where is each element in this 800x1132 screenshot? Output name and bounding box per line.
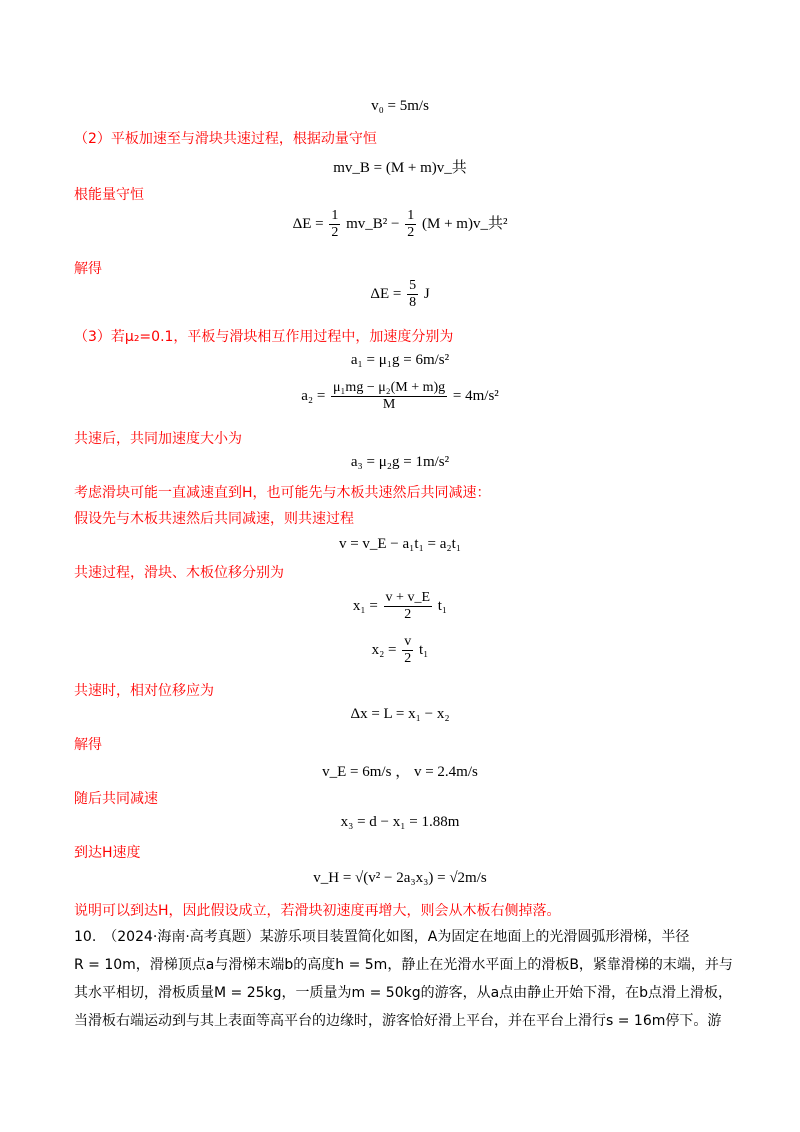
solve2-b: v = 2.4m/s [413, 764, 478, 780]
dE-fraction [407, 278, 418, 311]
equation-v-shared: v = v_E − a₁t₁ = a₂t₁ [338, 536, 462, 552]
displacements-label: 共速过程，滑块、木板位移分别为 [74, 565, 284, 581]
half-den-2: 2 [407, 225, 415, 241]
x1-rhs: t₁ [437, 598, 448, 615]
part3-heading: （3）若μ₂=0.1，平板与滑块相互作用过程中，加速度分别为 [74, 329, 454, 345]
x2-fraction [402, 634, 413, 667]
dE-unit: J [423, 286, 430, 303]
half-fraction-1 [329, 208, 340, 241]
solve2-sep: ， [395, 764, 411, 780]
energy-rhs-a: mv_B² − [346, 216, 400, 233]
energy-rhs-b: (M + m)v_共² [421, 216, 508, 233]
a2-num: μ₁mg − μ₂(M + m)g [331, 380, 447, 397]
equation-solve2 [0, 760, 800, 781]
solve2-a: v_E = 6m/s [322, 764, 392, 780]
solve2-label: 解得 [74, 737, 102, 753]
x2-num: v [402, 634, 413, 651]
half-num-1: 1 [329, 208, 340, 225]
x2-lhs: x₂ = [371, 642, 397, 659]
energy-lhs: ΔE = [292, 216, 324, 233]
equation-a1: a₁ = μ₁g = 6m/s² [350, 352, 450, 368]
dE-den: 8 [409, 295, 417, 311]
then-decel-label: 随后共同减速 [74, 791, 158, 807]
x1-lhs: x₁ = [352, 598, 378, 615]
equation-dx: Δx = L = x₁ − x₂ [350, 706, 450, 722]
after-shared-label: 共速后，共同加速度大小为 [74, 431, 242, 447]
equation-x2 [0, 634, 800, 667]
equation-vH: v_H = √(v² − 2a₃x₃) = √2m/s [313, 870, 487, 886]
equation-x1 [0, 590, 800, 623]
solve1-label: 解得 [74, 261, 102, 277]
problem10-line2: R = 10m，滑梯顶点a与滑梯末端b的高度h = 5m，静止在光滑水平面上的滑板B，紧靠滑梯的末端，并与 [74, 957, 733, 973]
equation-v0: v₀ = 5m/s [371, 98, 429, 114]
x2-rhs: t₁ [419, 642, 429, 659]
relative-label: 共速时，相对位移应为 [74, 683, 214, 699]
equation-a3: a₃ = μ₂g = 1m/s² [350, 454, 450, 470]
a2-fraction [331, 380, 447, 413]
assume-text: 假设先与木板共速然后共同减速，则共速过程 [74, 511, 354, 527]
problem10-line1: 10. （2024·海南·高考真题）某游乐项目装置简化如图，A为固定在地面上的光滑圆弧形滑梯，半径 [74, 929, 690, 945]
half-fraction-2 [405, 208, 416, 241]
x1-num: v + v_E [384, 590, 432, 607]
equation-a2 [0, 380, 800, 413]
dE-num: 5 [407, 278, 418, 295]
problem10-line3: 其水平相切，滑板质量M = 25kg，一质量为m = 50kg的游客，从a点由静止开始下滑，在b点滑上滑板， [74, 985, 733, 1001]
equation-x3: x₃ = d − x₁ = 1.88m [340, 814, 460, 830]
consider-text: 考虑滑块可能一直减速直到H，也可能先与木板共速然后共同减速： [74, 485, 491, 501]
x1-fraction [384, 590, 432, 623]
equation-energy [0, 208, 800, 241]
equation-dE [0, 278, 800, 311]
reach-H-label: 到达H速度 [74, 845, 141, 861]
a2-den: M [382, 397, 396, 413]
energy-conservation-label: 根能量守恒 [74, 187, 144, 203]
a2-rhs: = 4m/s² [452, 388, 499, 405]
dE-lhs: ΔE = [370, 286, 402, 303]
equation-momentum: mv_B = (M + m)v_共 [333, 160, 467, 176]
a2-lhs: a₂ = [301, 388, 326, 405]
half-den-1: 2 [331, 225, 339, 241]
conclusion-text: 说明可以到达H，因此假设成立，若滑块初速度再增大，则会从木板右侧掉落。 [74, 903, 561, 919]
x2-den: 2 [404, 651, 412, 667]
part2-heading: （2）平板加速至与滑块共速过程，根据动量守恒 [74, 131, 377, 147]
half-num-2: 1 [405, 208, 416, 225]
x1-den: 2 [404, 607, 412, 623]
problem10-line4: 当滑板右端运动到与其上表面等高平台的边缘时，游客恰好滑上平台，并在平台上滑行s = 16m停下。游 [74, 1013, 722, 1029]
